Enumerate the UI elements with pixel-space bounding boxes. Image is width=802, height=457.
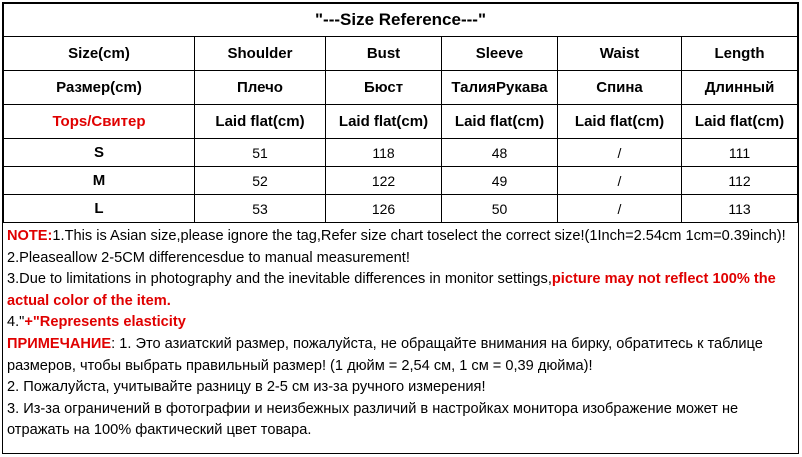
- table-cell: 53: [195, 195, 326, 223]
- table-cell: 122: [326, 167, 442, 195]
- table-cell: 51: [195, 139, 326, 167]
- note-ru-1: [7, 334, 798, 377]
- header-cell: Size(cm): [4, 37, 195, 71]
- table-cell: 49: [442, 167, 558, 195]
- header-row-method: [4, 105, 798, 139]
- note-highlight: +"Represents elasticity: [24, 314, 186, 331]
- header-cell: Плечо: [195, 71, 326, 105]
- notes-section: [3, 223, 798, 442]
- header-cell: Размер(cm): [4, 71, 195, 105]
- table-row: [4, 167, 798, 195]
- note-highlight: picture may not reflect 100% the actual color of the item.: [7, 271, 776, 309]
- note-ru-3: 3. Из-за ограничений в фотографии и неизбежных различий в настройках монитора изображение может не отражать на 100% фактический цвет товара.: [7, 400, 739, 439]
- tops-label: Tops/Свитер: [4, 105, 195, 139]
- header-cell: Laid flat(cm): [195, 105, 326, 139]
- note-4: [7, 312, 798, 334]
- header-cell: Laid flat(cm): [682, 105, 798, 139]
- size-label: S: [4, 139, 195, 167]
- table-cell: 113: [682, 195, 798, 223]
- table-cell: 48: [442, 139, 558, 167]
- size-label: L: [4, 195, 195, 223]
- header-cell: Sleeve: [442, 37, 558, 71]
- header-cell: Laid flat(cm): [558, 105, 682, 139]
- note-3: [7, 269, 798, 312]
- header-cell: Length: [682, 37, 798, 71]
- header-row-en: [4, 37, 798, 71]
- header-cell: Бюст: [326, 71, 442, 105]
- size-label: M: [4, 167, 195, 195]
- note-1: [7, 226, 798, 248]
- header-cell: Bust: [326, 37, 442, 71]
- note-text: : 1. Это азиатский размер, пожалуйста, не обращайте внимания на бирку, обратитесь к таблице размеров, чтобы выбрать правильный размер! (1 дюйм = 2,54 см, 1 см = 0,39 дюйма)!: [7, 335, 763, 374]
- table-row: [4, 139, 798, 167]
- table-cell: 111: [682, 139, 798, 167]
- table-row: [4, 195, 798, 223]
- note-label: ПРИМЕЧАНИЕ: [7, 335, 112, 352]
- header-cell: Спина: [558, 71, 682, 105]
- note-ru-2: 2. Пожалуйста, учитывайте разницу в 2-5 см из-за ручного измерения!: [7, 379, 486, 396]
- header-row-ru: [4, 71, 798, 105]
- table-cell: 126: [326, 195, 442, 223]
- header-cell: Shoulder: [195, 37, 326, 71]
- table-cell: /: [558, 139, 682, 167]
- note-text: 3.Due to limitations in photography and the inevitable differences in monitor settings,: [7, 271, 552, 288]
- table-cell: 118: [326, 139, 442, 167]
- note-2: 2.Pleaseallow 2-5CM differencesdue to manual measurement!: [7, 249, 410, 266]
- note-label: NOTE:: [7, 228, 53, 244]
- note-text: 1.This is Asian size,please ignore the tag,Refer size chart toselect the correct size!(1Inch=2.54cm 1cm=0.39inch)!: [52, 228, 786, 244]
- table-cell: 112: [682, 167, 798, 195]
- header-cell: Laid flat(cm): [442, 105, 558, 139]
- table-cell: 50: [442, 195, 558, 223]
- header-cell: Waist: [558, 37, 682, 71]
- table-cell: /: [558, 195, 682, 223]
- title-row: [4, 4, 798, 37]
- header-cell: Длинный: [682, 71, 798, 105]
- table-title: "---Size Reference---": [4, 4, 798, 37]
- size-reference-sheet: [2, 2, 799, 454]
- note-text: 4.": [7, 314, 25, 331]
- table-cell: /: [558, 167, 682, 195]
- size-table: [3, 3, 798, 223]
- header-cell: ТалияРукава: [442, 71, 558, 105]
- header-cell: Laid flat(cm): [326, 105, 442, 139]
- table-cell: 52: [195, 167, 326, 195]
